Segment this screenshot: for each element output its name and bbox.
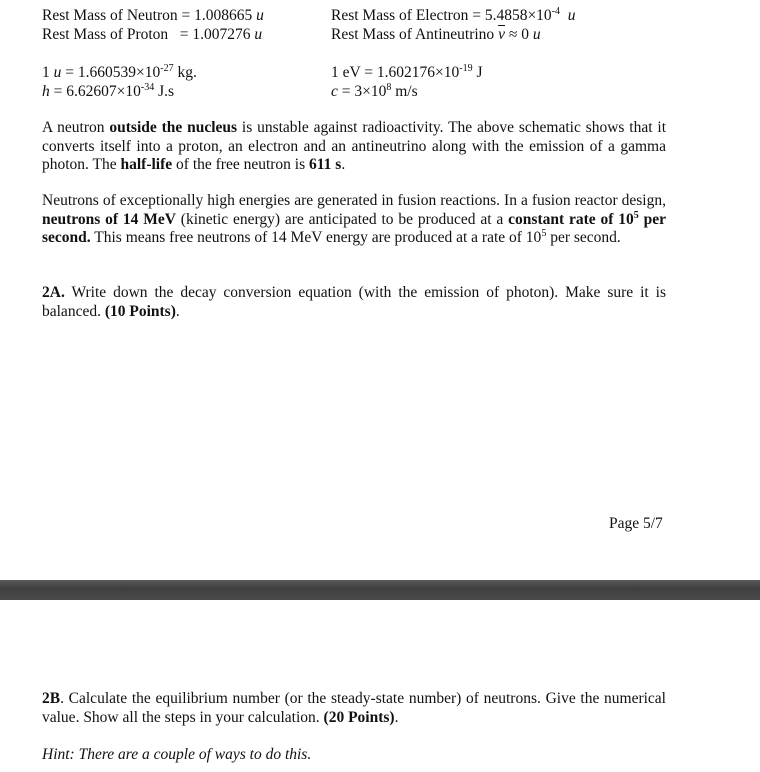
electron-volt: [331, 64, 483, 82]
para2-text-1: Neutrons of exceptionally high energies are generated in fusion reactions. In a fusion reactor design,: [42, 192, 666, 209]
amu-unit: kg.: [177, 64, 197, 81]
electron-mass-exponent: -4: [551, 6, 561, 17]
light-exponent: 8: [386, 82, 392, 93]
planck-symbol: h: [42, 83, 50, 100]
amu-value: = 1.660539×10: [65, 64, 161, 81]
para2-exponent: 5: [541, 228, 547, 239]
question-2b-text: . Calculate the equilibrium number (or the steady-state number) of neutrons. Give the numerical value. Show all the steps in your calculation.: [42, 690, 666, 726]
page-number: Page 5/7: [609, 515, 663, 532]
para2-text-4: per second.: [546, 229, 621, 246]
question-2a-number: 2A.: [42, 284, 65, 301]
page-separator: [0, 580, 760, 600]
para2-bold-constant-rate: constant rate of 10: [508, 210, 634, 228]
electron-mass: [331, 7, 576, 25]
para1-text-2: is unstable against radioactivity. The above schematic shows that it converts itself into a proton, an electron and an antineutrino along with the emission of a gamma photon. The: [42, 119, 666, 173]
amu-symbol: u: [53, 64, 62, 81]
question-2a-text: Write down the decay conversion equation (with the emission of photon). Make sure it is balanced.: [42, 284, 666, 320]
antineutrino-mass: [331, 26, 541, 44]
para2-text-2: (kinetic energy) are anticipated to be produced at a: [175, 210, 509, 228]
neutron-mass-label: Rest Mass of Neutron: [42, 7, 178, 24]
proton-mass-unit: u: [254, 26, 263, 43]
antineutrino-mass-label: Rest Mass of Antineutrino: [331, 26, 495, 43]
question-2b-number: 2B: [42, 690, 61, 707]
para1-text-1: A neutron: [42, 119, 110, 136]
light-unit: m/s: [395, 83, 418, 100]
document-page-6: [0, 600, 760, 772]
neutron-decay-paragraph: [42, 119, 666, 175]
para1-text-3: of the free neutron is: [172, 156, 310, 173]
antineutrino-symbol: $\overline{\nu}$: [498, 26, 505, 43]
question-2a-points: (10 Points): [104, 302, 176, 320]
neutron-mass-value: = 1.008665: [181, 7, 253, 24]
neutron-mass-unit: u: [256, 7, 264, 24]
electron-mass-value: = 5.4858×10: [472, 7, 552, 24]
proton-mass-value: = 1.007276: [179, 26, 251, 43]
question-2b: [42, 690, 666, 727]
planck-value: = 6.62607×10: [53, 83, 141, 100]
question-2a: [42, 284, 666, 321]
antineutrino-mass-unit: u: [532, 26, 541, 43]
para1-bold-outside-nucleus: outside the nucleus: [109, 119, 242, 136]
neutron-mass: [42, 7, 264, 25]
ev-value: 1 eV = 1.602176×10: [331, 64, 460, 81]
electron-mass-label: Rest Mass of Electron: [331, 7, 469, 24]
atomic-mass-unit: [42, 64, 197, 82]
question-2b-end: .: [394, 708, 399, 726]
para1-bold-611s: 611 s: [309, 156, 342, 173]
hint-text: Hint: There are a couple of ways to do this.: [42, 746, 312, 763]
para2-bold-per-second: per second.: [42, 210, 667, 246]
fusion-neutron-paragraph: [42, 192, 666, 248]
para2-bold-14mev: neutrons of 14 MeV: [42, 210, 176, 228]
question-2b-points: (20 Points): [323, 708, 395, 726]
planck-constant: [42, 83, 174, 101]
light-value: = 3×10: [341, 83, 387, 100]
ev-exponent: -19: [459, 63, 473, 74]
planck-unit: J.s: [158, 83, 175, 100]
planck-exponent: -34: [140, 82, 155, 93]
para1-bold-half-life: half-life: [120, 156, 173, 173]
para1-text-4: .: [341, 156, 346, 173]
para2-text-3: This means free neutrons of 14 MeV energy are produced at a rate of 10: [90, 229, 542, 246]
electron-mass-unit: u: [567, 7, 576, 24]
amu-exponent: -27: [160, 63, 174, 74]
proton-mass: [42, 26, 262, 44]
question-2a-end: .: [175, 302, 180, 320]
amu-prefix: 1: [42, 64, 50, 81]
proton-mass-label: Rest Mass of Proton: [42, 26, 169, 43]
light-symbol: c: [331, 83, 338, 100]
ev-unit: J: [476, 64, 483, 81]
para2-bold-exponent: 5: [633, 209, 639, 221]
speed-of-light: [331, 83, 418, 101]
antineutrino-mass-value: ≈ 0: [508, 26, 529, 43]
